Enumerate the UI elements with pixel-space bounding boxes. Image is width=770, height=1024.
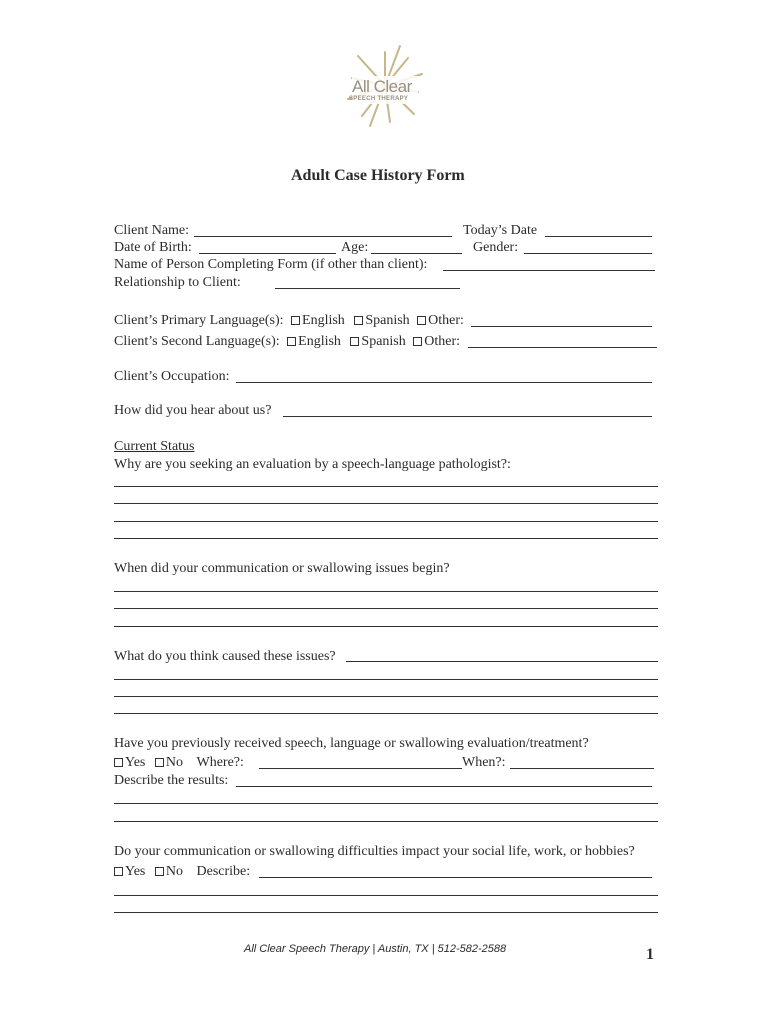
q4-when-field[interactable]	[510, 768, 654, 769]
q2-answer-line[interactable]	[114, 626, 658, 627]
q5-no-label: No	[165, 864, 183, 879]
q2-answer-line[interactable]	[114, 608, 658, 609]
second-language-row	[114, 333, 460, 350]
logo-brand: All Clear	[352, 77, 412, 96]
q1-answer-line[interactable]	[114, 486, 658, 487]
results-answer-line[interactable]	[114, 803, 658, 804]
primary-language-label: Client’s Primary Language(s):	[114, 313, 284, 328]
logo-subtitle: SPEECH THERAPY	[349, 96, 409, 102]
hear-about-label: How did you hear about us?	[114, 403, 272, 418]
second-spanish-checkbox[interactable]	[350, 337, 359, 346]
age-label: Age:	[341, 240, 369, 255]
q4-yes-checkbox[interactable]	[114, 758, 123, 767]
dob-label: Date of Birth:	[114, 240, 192, 255]
q4-yes-label: Yes	[125, 755, 146, 770]
primary-spanish-checkbox[interactable]	[354, 316, 363, 325]
q2-label: When did your communication or swallowing issues begin?	[114, 561, 450, 576]
q2-answer-line[interactable]	[114, 591, 658, 592]
hear-about-field[interactable]	[283, 416, 652, 417]
q4-where-field[interactable]	[259, 768, 462, 769]
q4-where-label: Where?:	[196, 755, 244, 770]
relationship-field[interactable]	[275, 288, 460, 289]
primary-other-checkbox[interactable]	[417, 316, 426, 325]
second-english-checkbox[interactable]	[287, 337, 296, 346]
completing-person-field[interactable]	[443, 270, 655, 271]
q3-answer-line[interactable]	[114, 696, 658, 697]
occupation-field[interactable]	[236, 382, 652, 383]
second-language-label: Client’s Second Language(s):	[114, 334, 280, 349]
primary-language-row	[114, 312, 464, 329]
page-title: Adult Case History Form	[291, 167, 465, 184]
q1-answer-line[interactable]	[114, 503, 658, 504]
q5-no-checkbox[interactable]	[155, 867, 164, 876]
describe-results-field[interactable]	[236, 786, 652, 787]
client-name-field[interactable]	[194, 236, 452, 237]
second-other-field[interactable]	[468, 347, 657, 348]
gender-field[interactable]	[524, 253, 652, 254]
q5-options-row	[114, 863, 250, 880]
q5-describe-label: Describe:	[196, 864, 251, 879]
q5-answer-line[interactable]	[114, 895, 658, 896]
second-other-checkbox[interactable]	[413, 337, 422, 346]
q4-options-row	[114, 754, 244, 771]
q3-answer-line[interactable]	[114, 713, 658, 714]
q3-answer-line[interactable]	[346, 661, 658, 662]
current-status-heading: Current Status	[114, 439, 195, 454]
primary-english-label: English	[302, 313, 345, 328]
company-logo	[330, 44, 440, 128]
q1-label: Why are you seeking an evaluation by a speech-language pathologist?:	[114, 457, 511, 472]
page-number: 1	[646, 946, 654, 963]
footer-text: All Clear Speech Therapy | Austin, TX | 512-582-2588	[244, 943, 507, 955]
completing-person-label: Name of Person Completing Form (if other than client):	[114, 257, 428, 272]
describe-results-label: Describe the results:	[114, 773, 229, 788]
relationship-label: Relationship to Client:	[114, 275, 241, 290]
q5-yes-label: Yes	[125, 864, 146, 879]
primary-other-label: Other:	[428, 313, 464, 328]
q1-answer-line[interactable]	[114, 521, 658, 522]
q5-describe-field[interactable]	[259, 877, 652, 878]
client-name-label: Client Name:	[114, 223, 190, 238]
primary-other-field[interactable]	[471, 326, 652, 327]
second-spanish-label: Spanish	[361, 334, 406, 349]
q4-no-checkbox[interactable]	[155, 758, 164, 767]
age-field[interactable]	[371, 253, 462, 254]
primary-english-checkbox[interactable]	[291, 316, 300, 325]
q1-answer-line[interactable]	[114, 538, 658, 539]
second-english-label: English	[298, 334, 341, 349]
q3-label: What do you think caused these issues?	[114, 649, 336, 664]
q5-yes-checkbox[interactable]	[114, 867, 123, 876]
q4-when-label: When?:	[462, 755, 506, 770]
gender-label: Gender:	[473, 240, 519, 255]
todays-date-label: Today’s Date	[463, 223, 538, 238]
todays-date-field[interactable]	[545, 236, 652, 237]
q4-no-label: No	[165, 755, 183, 770]
second-other-label: Other:	[424, 334, 461, 349]
q3-answer-line[interactable]	[114, 679, 658, 680]
primary-spanish-label: Spanish	[365, 313, 410, 328]
q5-label: Do your communication or swallowing difficulties impact your social life, work, or hobbies?	[114, 844, 635, 859]
dob-field[interactable]	[199, 253, 336, 254]
results-answer-line[interactable]	[114, 821, 658, 822]
q4-label: Have you previously received speech, language or swallowing evaluation/treatment?	[114, 736, 589, 751]
q5-answer-line[interactable]	[114, 912, 658, 913]
occupation-label: Client’s Occupation:	[114, 369, 230, 384]
